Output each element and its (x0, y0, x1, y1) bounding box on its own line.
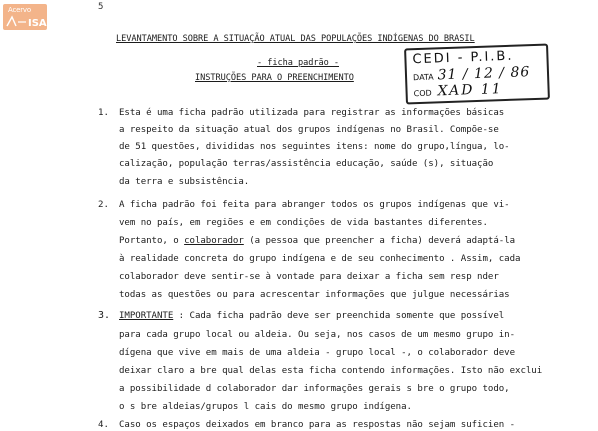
item-line: o s bre aldeias/grupos l cais do mesmo grupo indígena. (119, 402, 412, 412)
item-line: Esta é uma ficha padrão utilizada para registrar as informações básicas (119, 108, 505, 118)
archive-stamp (404, 44, 550, 105)
item-line: da terra e subsistência. (119, 177, 250, 187)
item-line: vem no país, em regiões e em condições de vida bastantes diferentes. (119, 218, 488, 228)
document-title: LEVANTAMENTO SOBRE A SITUAÇÃO ATUAL DAS POPULAÇÕES INDÍGENAS DO BRASIL (116, 34, 475, 44)
stamp-code-row (413, 81, 503, 100)
acervo-isa-logo (3, 4, 47, 30)
item-bullet: 3. (98, 310, 111, 321)
item-line: a respeito da situação atual dos grupos indígenas no Brasil. Compõe-se (119, 125, 499, 135)
page-mark: 5 (98, 2, 104, 12)
stamp-header: CEDI - P.I.B. (412, 48, 514, 68)
item-line: Portanto, o colaborador (a pessoa que preencher a ficha) deverá adaptá-la (119, 236, 516, 246)
section-heading: INSTRUÇÕES PARA O PREENCHIMENTO (195, 73, 354, 83)
item-line: colaborador deve sentir-se à vontade para deixar a ficha sem resp nder (119, 272, 499, 282)
logo-text: Acervo (8, 6, 31, 14)
item-line: para cada grupo local ou aldeia. Ou seja, nos casos de um mesmo grupo in- (119, 330, 516, 340)
logo-mark-icon (6, 14, 47, 29)
item-number: 1. (98, 108, 109, 118)
logo-isa: ISA (28, 18, 47, 29)
item-line: dígena que vive em mais de uma aldeia - grupo local -, o colaborador deve (119, 348, 516, 358)
item-number: 2. (98, 200, 109, 210)
item-line: a possibilidade d colaborador dar informações gerais s bre o grupo todo, (119, 384, 510, 394)
document-subtitle: - ficha padrão - (257, 58, 339, 68)
item-line: de 51 questões, divididas nos seguintes itens: nome do grupo,língua, lo- (119, 142, 510, 152)
item-line: Caso os espaços deixados em branco para as respostas não sejam suficien - (119, 420, 516, 430)
item-number: 4. (98, 420, 109, 430)
stamp-code-value: XAD 11 (437, 81, 503, 100)
stamp-date-label: DATA (412, 72, 434, 83)
item-line: deixar claro a bre qual delas esta ficha contendo informações. Isto não exclui (119, 366, 543, 376)
item-line: todas as questões ou para acrescentar informações que julgue necessárias (119, 290, 510, 300)
item-line: calização, população terras/assistência educação, saúde (s), situação (119, 159, 494, 169)
stamp-code-label: COD (413, 88, 432, 99)
item-line: A ficha padrão foi feita para abranger todos os grupos indígenas que vi- (119, 200, 510, 210)
item-line: IMPORTANTE : Cada ficha padrão deve ser preenchida somente que possível (119, 311, 505, 321)
stamp-date-value: 31 / 12 / 86 (437, 64, 531, 84)
item-line: à realidade concreta do grupo indígena e de seu conhecimento . Assim, cada (119, 254, 521, 264)
